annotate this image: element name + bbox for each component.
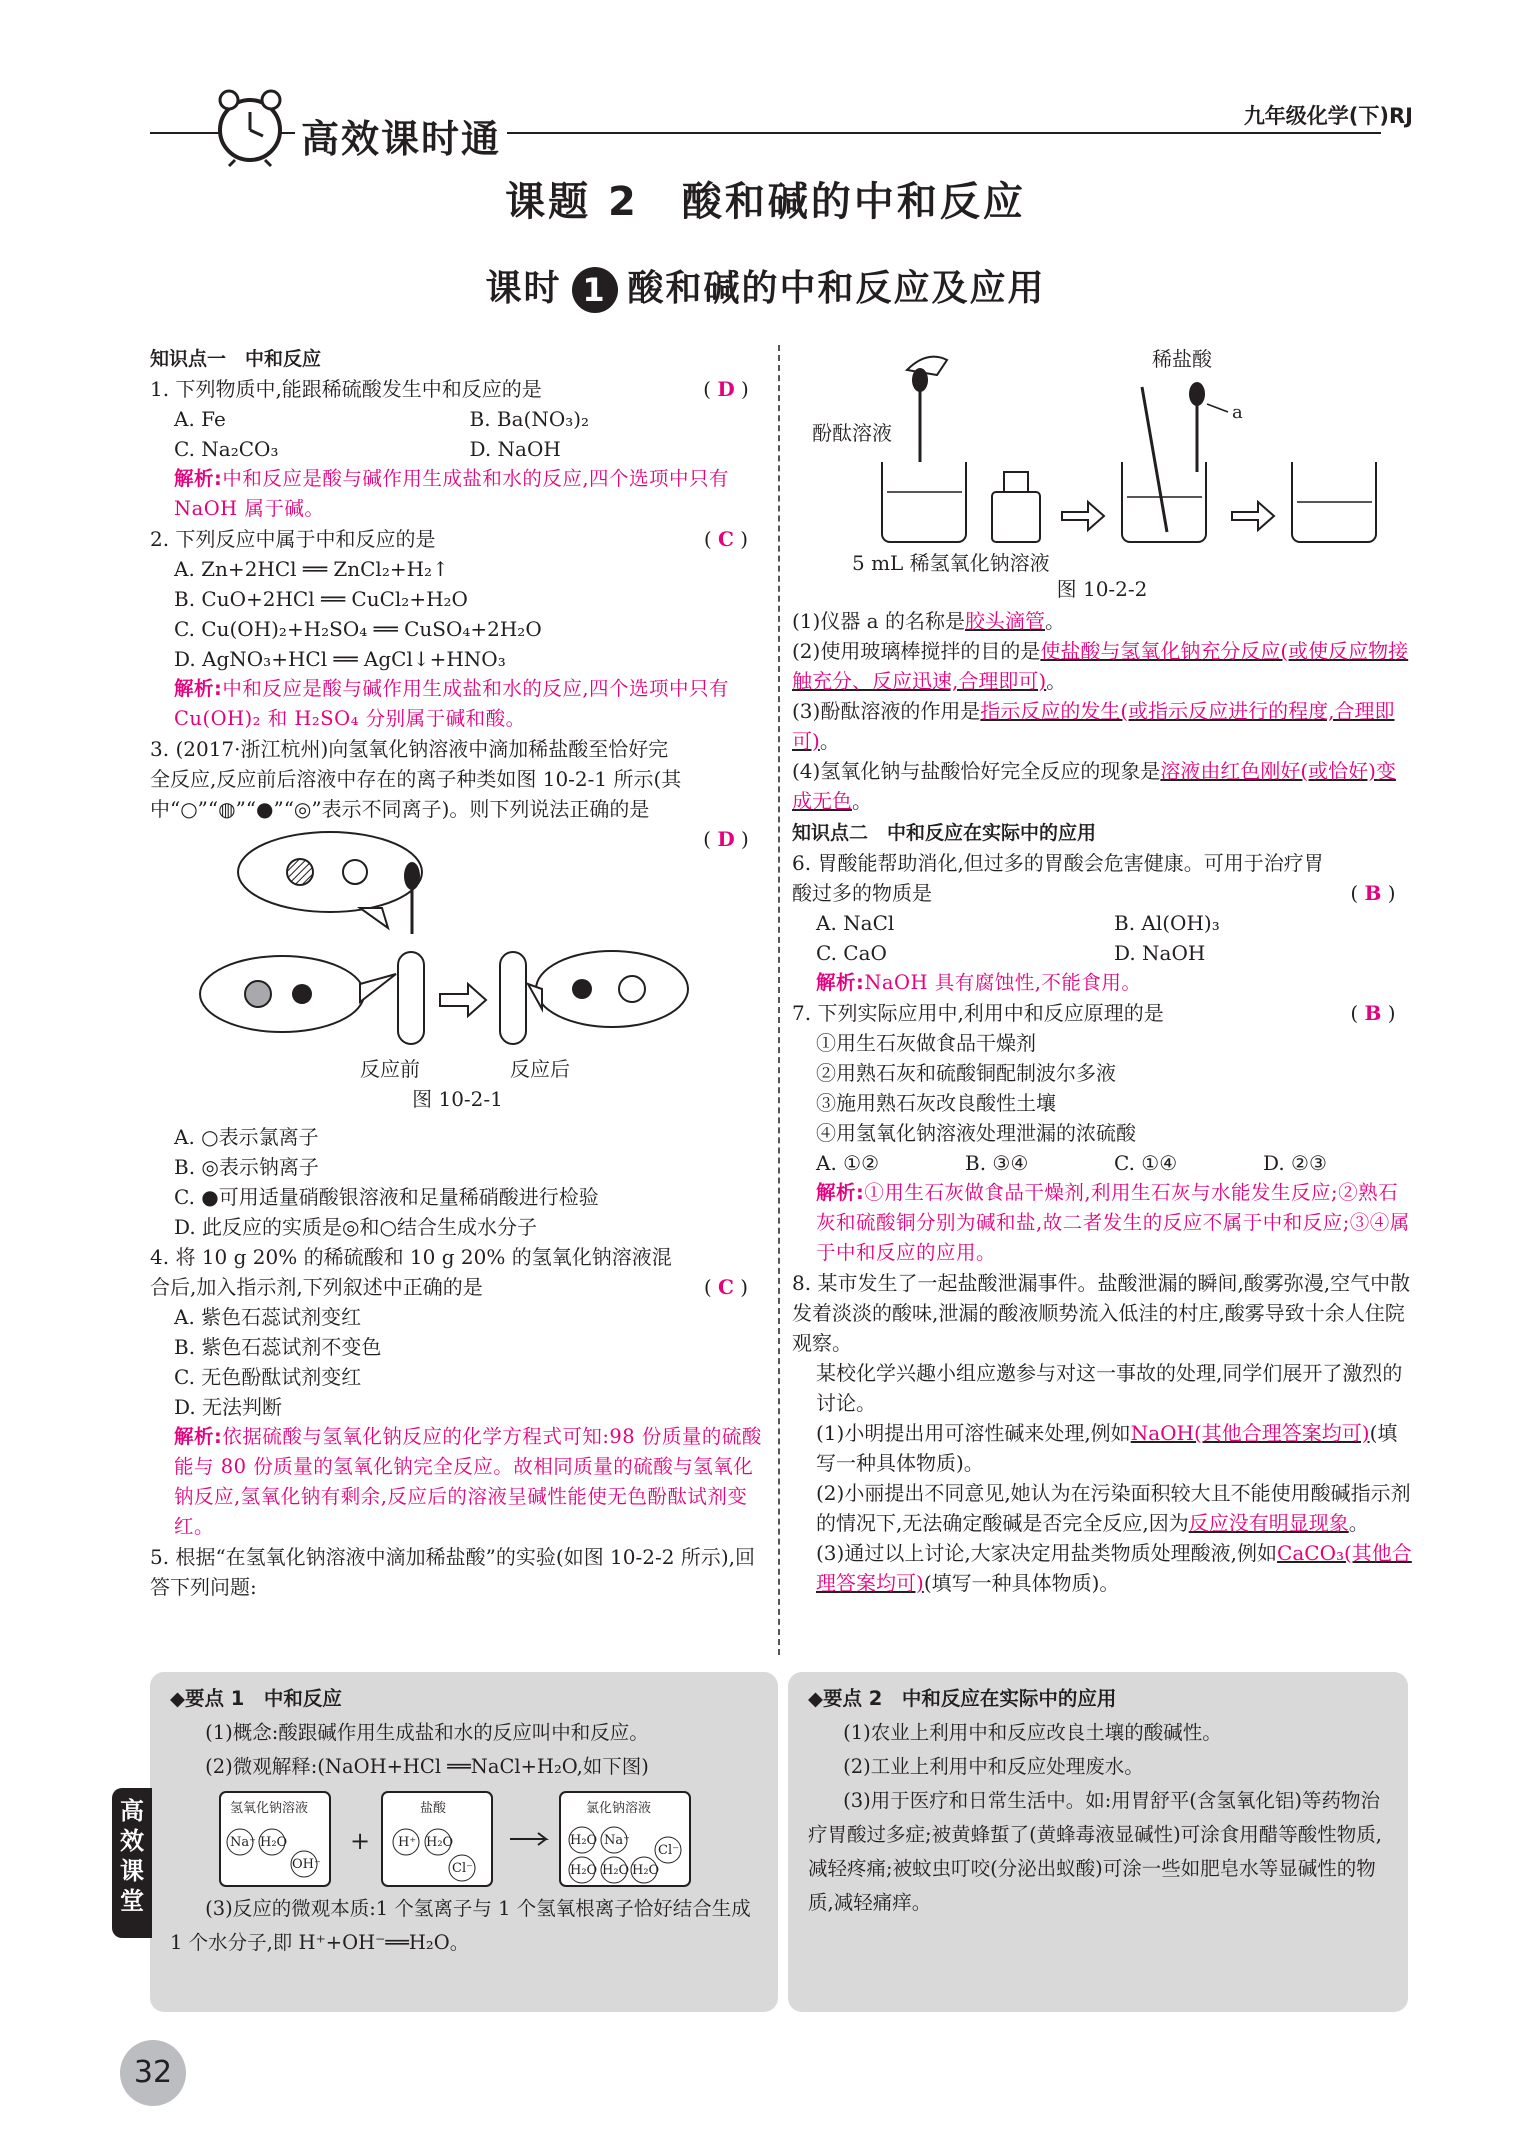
q7-explanation: 解析:①用生石灰做食品干燥剂,利用生石灰与水能发生反应;②熟石灰和硫酸铜分别为碱和盐,故二者发生的反应不属于中和反应;③④属于中和反应的应用。 xyxy=(816,1181,1410,1264)
answer-6: B xyxy=(1364,881,1382,905)
figure-10-2-1 xyxy=(150,824,765,1054)
q3-option-b: B. ◎表示钠离子 xyxy=(174,1155,319,1179)
page-number: 32 xyxy=(120,2040,186,2106)
question-4: 4. 将 10 g 20% 的稀硫酸和 10 g 20% 的氢氧化钠溶液混合后,加入指示剂,下列叙述中正确的是 ( C ) xyxy=(150,1245,749,1299)
q6-explanation: 解析:NaOH 具有腐蚀性,不能食用。 xyxy=(816,971,1142,994)
ion-h2o-2: H₂O xyxy=(426,1835,454,1850)
fig-label-base: 5 mL 稀氢氧化钠溶液 xyxy=(852,551,1050,574)
question-7: 7. 下列实际应用中,利用中和反应原理的是 ( B ) xyxy=(792,1001,1396,1025)
fig-label-acid: 稀盐酸 xyxy=(1152,347,1212,371)
q6-options-row2: C. CaO D. NaOH xyxy=(816,941,1206,965)
grade-label: 九年级化学(下)RJ xyxy=(1243,104,1413,128)
q5-sub-2: (2)使用玻璃棒搅拌的目的是使盐酸与氢氧化钠充分反应(或使反应物接触充分、反应迅速,合理即可)。 xyxy=(792,639,1409,693)
question-5: 5. 根据“在氢氧化钠溶液中滴加稀盐酸”的实验(如图 10-2-2 所示),回答下列问题: xyxy=(150,1545,755,1599)
answer-1: D xyxy=(717,377,735,401)
column-divider xyxy=(778,345,780,1655)
q7-item-1: ①用生石灰做食品干燥剂 xyxy=(816,1031,1036,1055)
fig-10-2-2-caption: 图 10-2-2 xyxy=(1056,577,1148,601)
question-1: 1. 下列物质中,能跟稀硫酸发生中和反应的是 ( D ) xyxy=(150,377,749,401)
q3-option-c: C. ●可用适量硝酸银溶液和足量稀硝酸进行检验 xyxy=(174,1185,599,1209)
q4-option-b: B. 紫色石蕊试剂不变色 xyxy=(174,1335,382,1359)
summary-1-heading: ◆要点 1 中和反应 xyxy=(170,1687,342,1710)
ion-h2o-3: H₂O xyxy=(570,1833,598,1848)
summary-2-heading: ◆要点 2 中和反应在实际中的应用 xyxy=(808,1687,1117,1710)
figure-10-2-2 xyxy=(792,342,1412,574)
q6-options-row1: A. NaCl B. Al(OH)₃ xyxy=(816,911,1220,935)
ion-h2o-6: H₂O xyxy=(632,1863,660,1878)
right-column xyxy=(792,342,1412,1598)
q7-options: A. ①② B. ③④ C. ①④ D. ②③ xyxy=(816,1151,1327,1175)
q8-sub-2: (2)小丽提出不同意见,她认为在污染面积较大且不能使用酸碱指示剂的情况下,无法确定酸碱是否完全反应,因为反应没有明显现象。 xyxy=(816,1481,1411,1535)
q2-option-c: C. Cu(OH)₂+H₂SO₄ ══ CuSO₄+2H₂O xyxy=(174,617,542,641)
q1-options-row1: A. Fe B. Ba(NO₃)₂ xyxy=(174,407,590,431)
q4-option-c: C. 无色酚酞试剂变红 xyxy=(174,1365,362,1389)
ion-na-1: Na⁺ xyxy=(230,1835,256,1850)
brand-title: 高效课时通 xyxy=(295,108,507,163)
q2-option-a: A. Zn+2HCl ══ ZnCl₂+H₂↑ xyxy=(174,557,449,581)
q7-item-3: ③施用熟石灰改良酸性土壤 xyxy=(816,1091,1056,1115)
plus-sign: + xyxy=(350,1827,371,1855)
q5-sub-1: (1)仪器 a 的名称是胶头滴管。 xyxy=(792,609,1065,633)
summary-2-p3: (3)用于医疗和日常生活中。如:用胃舒平(含氢氧化铝)等药物治疗胃酸过多症;被黄蜂蜇了(黄蜂毒液显碱性)可涂食用醋等酸性物质,减轻疼痛;被蚊虫叮咬(分泌出蚁酸)可涂一些如肥皂水等显碱性的物质,减轻痛痒。 xyxy=(808,1789,1382,1914)
summary-1-p2: (2)微观解释:(NaOH+HCl ══NaCl+H₂O,如下图) xyxy=(205,1755,649,1778)
ion-cl-2: Cl⁻ xyxy=(658,1843,679,1858)
page-title: 课题 2 酸和碱的中和反应 xyxy=(505,179,1026,225)
summary-2-p2: (2)工业上利用中和反应处理废水。 xyxy=(843,1755,1144,1778)
question-3: 3. (2017·浙江杭州)向氢氧化钠溶液中滴加稀盐酸至恰好完全反应,反应前后溶液中存在的离子种类如图 10-2-1 所示(其中“○”“◍”“●”“◎”表示不同离子)。则下列说法正确的是 ( D ) xyxy=(150,737,749,851)
question-8: 8. 某市发生了一起盐酸泄漏事件。盐酸泄漏的瞬间,酸雾弥漫,空气中散发着淡淡的酸味,泄漏的酸液顺势流入低洼的村庄,酸雾导致十余人住院观察。 xyxy=(792,1271,1411,1355)
question-2: 2. 下列反应中属于中和反应的是 ( C ) xyxy=(150,527,749,551)
left-column xyxy=(150,342,765,1602)
lesson-number-badge: 1 xyxy=(572,267,618,313)
q4-explanation: 解析:依据硫酸与氢氧化钠反应的化学方程式可知:98 份质量的硫酸能与 80 份质量的氢氧化钠完全反应。故相同质量的硫酸与氢氧化钠反应,氢氧化钠有剩余,反应后的溶液呈碱性能使无色酚酞试剂变红。 xyxy=(174,1425,762,1538)
ion-na-2: Na⁺ xyxy=(604,1833,630,1848)
fig-label-a: a xyxy=(1232,402,1243,423)
summary-box-1 xyxy=(150,1672,778,2012)
summary-2-p1: (1)农业上利用中和反应改良土壤的酸碱性。 xyxy=(843,1721,1222,1744)
fig-label-indicator: 酚酞溶液 xyxy=(812,421,892,445)
q2-explanation: 解析:中和反应是酸与碱作用生成盐和水的反应,四个选项中只有 Cu(OH)₂ 和 H₂SO₄ 分别属于碱和酸。 xyxy=(174,677,730,730)
summary-1-p3: (3)反应的微观本质:1 个氢离子与 1 个氢氧根离子恰好结合生成 1 个水分子,即 H⁺+OH⁻══H₂O。 xyxy=(170,1897,751,1954)
q3-option-a: A. ○表示氯离子 xyxy=(174,1125,319,1149)
fig-10-2-1-labels: 反应前 反应后 xyxy=(360,1057,570,1081)
beaker-label-naoh: 氢氧化钠溶液 xyxy=(230,1801,309,1816)
q1-options-row2: C. Na₂CO₃ D. NaOH xyxy=(174,437,561,461)
q3-option-d: D. 此反应的实质是◎和○结合生成水分子 xyxy=(174,1215,537,1239)
answer-2: C xyxy=(718,527,734,551)
ion-h: H⁺ xyxy=(398,1835,417,1850)
beaker-label-nacl: 氯化钠溶液 xyxy=(586,1801,652,1816)
neutralization-micro-diagram xyxy=(150,1784,778,1892)
summary-1-p1: (1)概念:酸跟碱作用生成盐和水的反应叫中和反应。 xyxy=(205,1721,649,1744)
ion-h2o-5: H₂O xyxy=(602,1863,630,1878)
fig-10-2-1-caption: 图 10-2-1 xyxy=(412,1087,503,1111)
summary-box-2 xyxy=(788,1672,1408,2012)
ion-h2o-1: H₂O xyxy=(260,1835,288,1850)
ion-h2o-4: H₂O xyxy=(570,1863,598,1878)
q1-explanation: 解析:中和反应是酸与碱作用生成盐和水的反应,四个选项中只有 NaOH 属于碱。 xyxy=(174,467,730,520)
q2-option-b: B. CuO+2HCl ══ CuCl₂+H₂O xyxy=(174,587,468,611)
answer-3: D xyxy=(717,827,735,851)
q8-sub-3: (3)通过以上讨论,大家决定用盐类物质处理酸液,例如CaCO₃(其他合理答案均可)(填写一种具体物质)。 xyxy=(816,1541,1412,1595)
q2-option-d: D. AgNO₃+HCl ══ AgCl↓+HNO₃ xyxy=(174,647,506,671)
q8-stem-2: 某校化学兴趣小组应邀参与对这一事故的处理,同学们展开了激烈的讨论。 xyxy=(816,1361,1403,1415)
side-tab: 高效课堂 xyxy=(112,1788,152,1938)
q4-option-d: D. 无法判断 xyxy=(174,1395,283,1419)
q8-sub-1: (1)小明提出用可溶性碱来处理,例如NaOH(其他合理答案均可)(填写一种具体物质)。 xyxy=(816,1421,1398,1475)
q7-item-4: ④用氢氧化钠溶液处理泄漏的浓硫酸 xyxy=(816,1121,1136,1145)
ion-cl-1: Cl⁻ xyxy=(452,1861,473,1876)
answer-4: C xyxy=(718,1275,734,1299)
q5-sub-4: (4)氢氧化钠与盐酸恰好完全反应的现象是溶液由红色刚好(或恰好)变成无色。 xyxy=(792,759,1396,813)
question-6: 6. 胃酸能帮助消化,但过多的胃酸会危害健康。可用于治疗胃酸过多的物质是 ( B ) xyxy=(792,851,1396,905)
knowledge-point-2: 知识点二 中和反应在实际中的应用 xyxy=(792,822,1097,844)
knowledge-point-1: 知识点一 中和反应 xyxy=(150,348,322,370)
ion-oh: OH⁻ xyxy=(292,1857,321,1872)
q4-option-a: A. 紫色石蕊试剂变红 xyxy=(174,1305,362,1329)
q7-item-2: ②用熟石灰和硫酸铜配制波尔多液 xyxy=(816,1061,1116,1085)
answer-7: B xyxy=(1364,1001,1382,1025)
beaker-label-hcl: 盐酸 xyxy=(420,1801,447,1816)
lesson-title: 课时 1 酸和碱的中和反应及应用 xyxy=(0,260,1531,313)
q5-sub-3: (3)酚酞溶液的作用是指示反应的发生(或指示反应进行的程度,合理即可)。 xyxy=(792,699,1395,753)
